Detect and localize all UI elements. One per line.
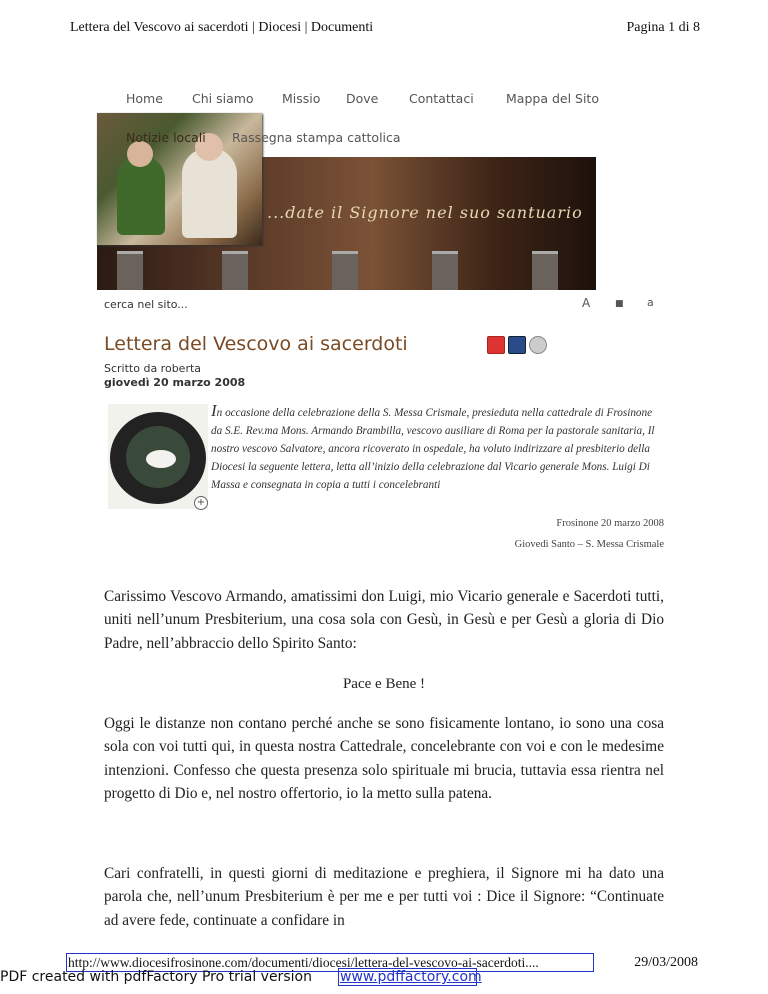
intro-initial: I (211, 401, 217, 420)
nav-chi-siamo[interactable]: Chi siamo (192, 91, 254, 106)
article-author: Scritto da roberta (104, 362, 202, 375)
search-input[interactable]: cerca nel sito... (104, 298, 188, 311)
greeting: Pace e Bene ! (342, 676, 426, 692)
nav-dove[interactable]: Dove (346, 91, 379, 106)
banner-pillar (222, 251, 248, 290)
pdf-icon[interactable] (487, 336, 505, 354)
banner-pillar (332, 251, 358, 290)
paragraph-1: Oggi le distanze non contano perché anche se sono fisicamente lontano, io sono una cosa sola con voi tutti qui, in questa nostra Cattedrale, concelebrante con voi e con le medesime intenzioni. Confesso che questa presenza solo spirituale mi brucia, tuttavia essa rientra nel progetto di Dio e, nel nostro offertorio, io la metto sulla patena. (104, 715, 664, 802)
nav-home[interactable]: Home (126, 91, 163, 106)
article-title: Lettera del Vescovo ai sacerdoti (104, 333, 408, 355)
banner-pillar (432, 251, 458, 290)
banner-slogan: ...date il Signore nel suo santuario (267, 203, 583, 222)
pdf-footer-text: PDF created with pdfFactory Pro trial version (0, 969, 312, 985)
salutation: Carissimo Vescovo Armando, amatissimi don Luigi, mio Vicario generale e Sacerdoti tutti, uniti nell’unum Presbiterium, una cosa sola con Gesù, in Gesù e per Gesù a gloria di Dio Padre, nell’abbraccio dello Spirito Santo: (104, 588, 664, 652)
print-header-page: Pagina 1 di 8 (626, 20, 700, 35)
nav-contattaci[interactable]: Contattaci (409, 91, 474, 106)
article-image[interactable] (108, 404, 208, 509)
print-icon[interactable] (508, 336, 526, 354)
footer-url[interactable]: http://www.diocesifrosinone.com/documenti/diocesi/lettera-del-vescovo-ai-sacerdoti.... (68, 955, 539, 970)
nav-mappa-del-sito[interactable]: Mappa del Sito (506, 91, 599, 106)
article-intro (211, 402, 666, 494)
place-date: Frosinone 20 marzo 2008 (556, 518, 664, 529)
footer-date: 29/03/2008 (634, 955, 698, 970)
text-size-small-button[interactable]: a (647, 296, 654, 309)
article-date: giovedì 20 marzo 2008 (104, 376, 246, 389)
nav-rassegna-stampa[interactable]: Rassegna stampa cattolica (232, 130, 401, 145)
intro-text: n occasione della celebrazione della S. Messa Crismale, presieduta nella cattedrale di Frosinone da S.E. Rev.ma Mons. Armando Brambilla, vescovo ausiliare di Roma per la pastorale sanitaria, Il nostro vescovo Salvatore, ancora ricoverato in ospedale, ha voluto indirizzare al presbiterio della Diocesi la seguente lettera, letta all’inizio della celebrazione dal Vicario generale Mons. Luigi Di Massa e consegnata in copia a tutti i concelebranti (211, 407, 655, 491)
zoom-plus-icon[interactable]: + (194, 496, 208, 510)
text-size-large-button[interactable]: A (582, 296, 591, 310)
paragraph-2: Cari confratelli, in questi giorni di meditazione e preghiera, il Signore mi ha dato una parola che, nell’unum Presbiterium è per me e per tutti voi : Dice il Signore: “Continuate ad avere fede, continuate a confidare in (104, 865, 664, 929)
occasion: Giovedì Santo – S. Messa Crismale (514, 539, 664, 550)
nav-notizie-locali[interactable]: Notizie locali (126, 130, 206, 145)
print-header-title: Lettera del Vescovo ai sacerdoti | Diocesi | Documenti (70, 20, 374, 35)
nav-missio[interactable]: Missio (282, 91, 321, 106)
pdf-footer-link[interactable]: www.pdffactory.com (340, 969, 482, 985)
banner-pillar (117, 251, 143, 290)
text-size-reset-button[interactable]: ■ (615, 299, 624, 309)
banner-pillar (532, 251, 558, 290)
email-icon[interactable] (529, 336, 547, 354)
